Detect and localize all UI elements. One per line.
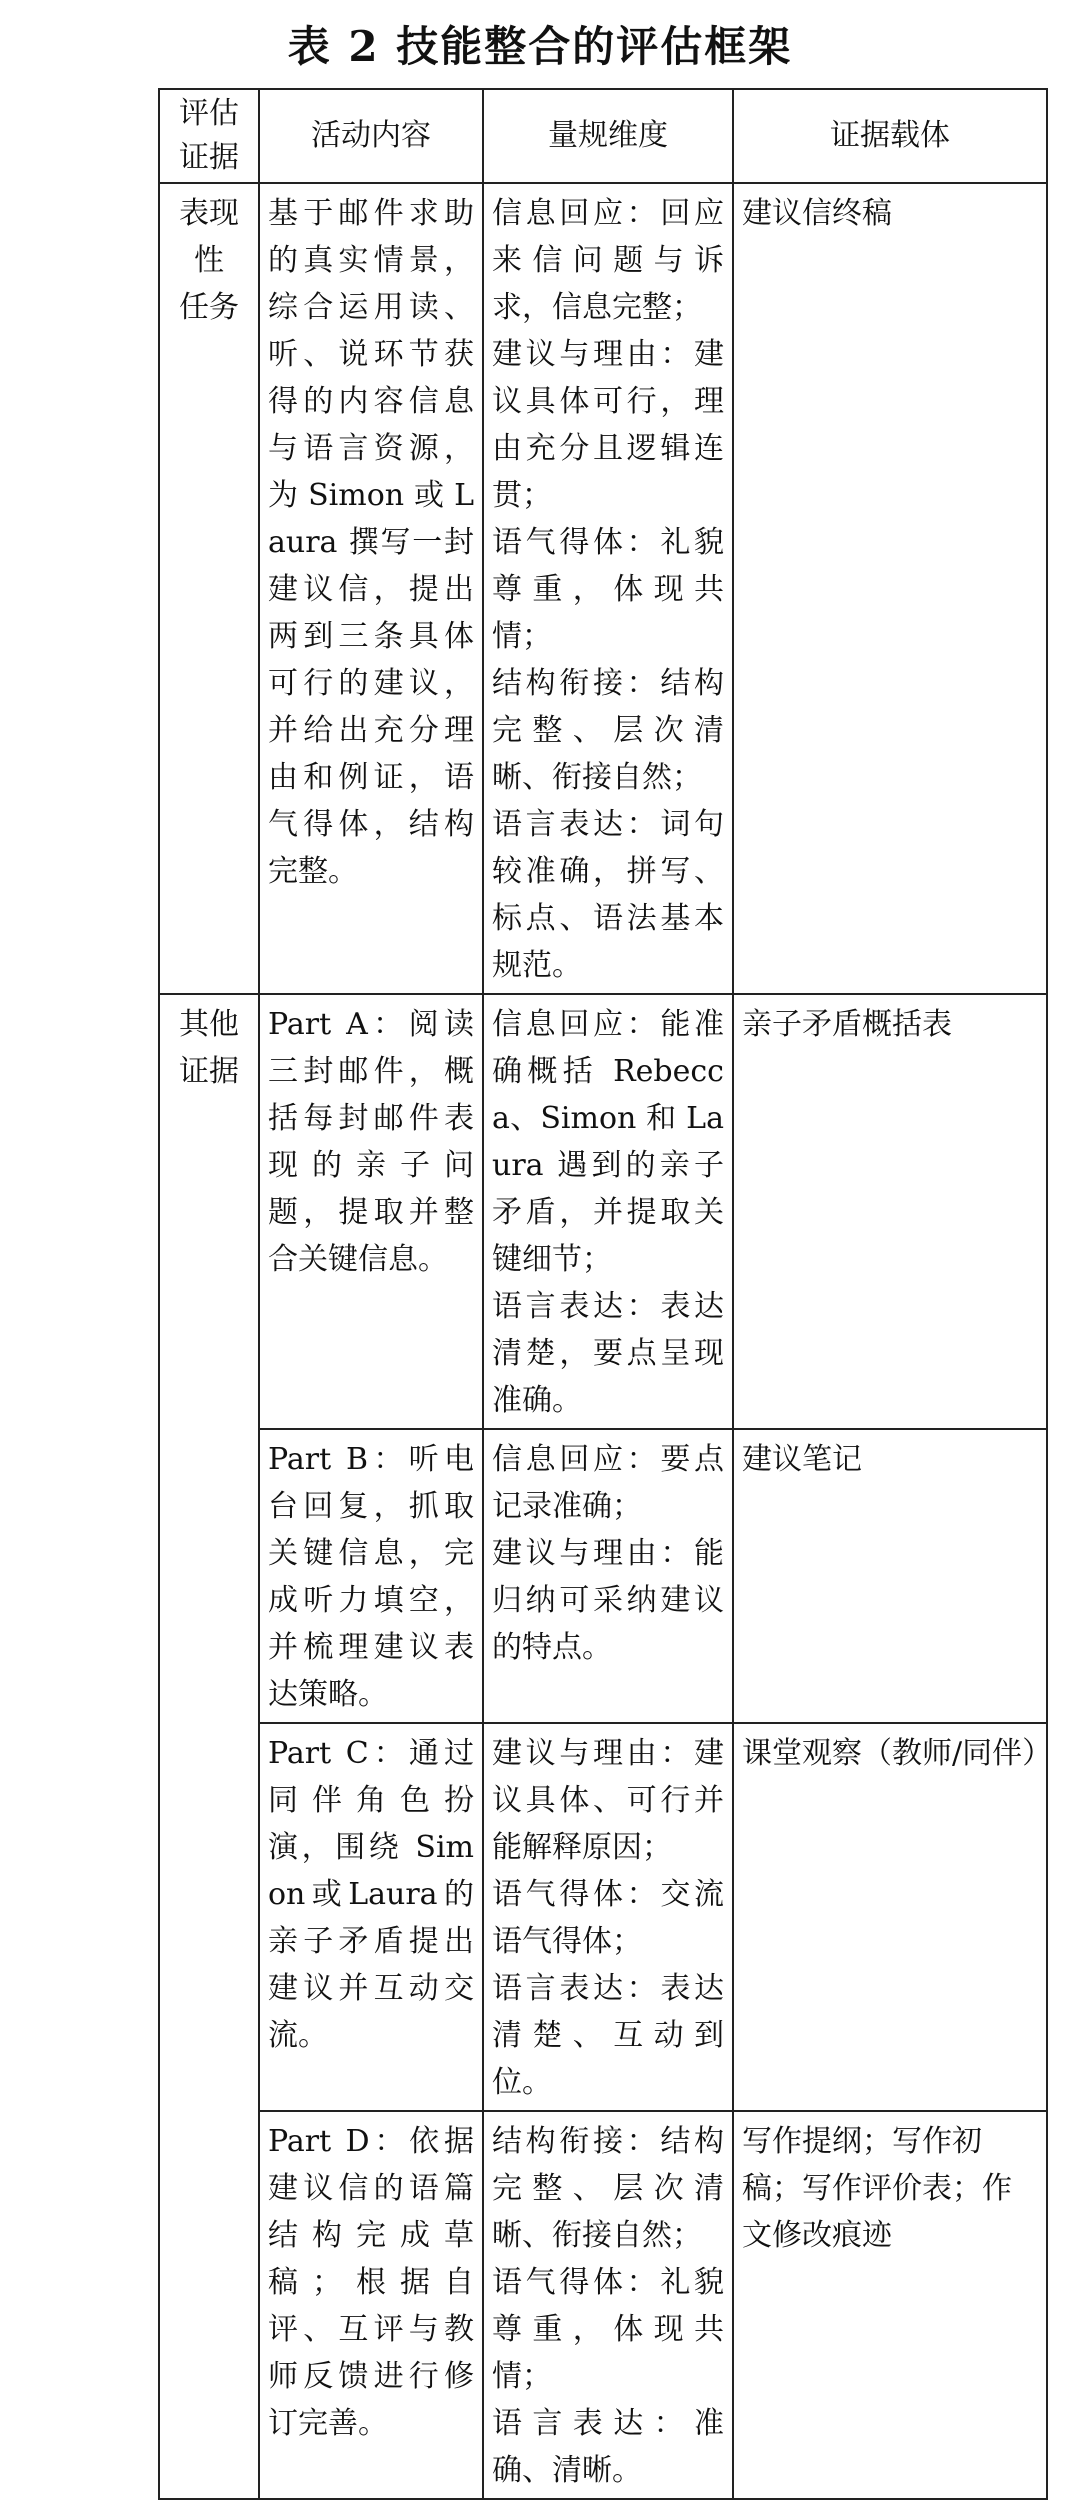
table-row bbox=[159, 2111, 1047, 2499]
header-carrier: 证据载体 bbox=[733, 89, 1047, 183]
rubric-item: 语言表达：准确、清晰。 bbox=[492, 2406, 724, 2488]
rubric-item: 语气得体：礼貌尊重，体现共情； bbox=[492, 525, 724, 654]
rubric-item: 语言表达：表达清楚、互动到位。 bbox=[492, 1971, 724, 2100]
table-row bbox=[159, 1723, 1047, 2111]
activity-cell: Part C：通过同伴角色扮演，围绕 Simon或Laura的亲子矛盾提出建议并互动交流。 bbox=[259, 1723, 483, 2111]
rubric-cell bbox=[483, 1723, 733, 2111]
table-title: 表 2 技能整合的评估框架 bbox=[287, 22, 793, 71]
rubric-cell bbox=[483, 994, 733, 1429]
table-row bbox=[159, 183, 1047, 994]
rubric-item: 信息回应：回应来信问题与诉求，信息完整； bbox=[492, 196, 724, 325]
header-activity: 活动内容 bbox=[259, 89, 483, 183]
rubric-cell bbox=[483, 2111, 733, 2499]
carrier-cell: 课堂观察（教师/同伴） bbox=[733, 1723, 1047, 2111]
group-label-performance-task: 表现性 任务 bbox=[159, 183, 259, 994]
header-evidence: 评估 证据 bbox=[159, 89, 259, 183]
rubric-cell bbox=[483, 1429, 733, 1723]
assessment-framework-table bbox=[158, 88, 1053, 2500]
activity-cell: 基于邮件求助的真实情景，综合运用读、听、说环节获得的内容信息与语言资源，为 Simon 或 Laura 撰写一封建议信，提出两到三条具体可行的建议，并给出充分理由和例证，语气得体，结构完整。 bbox=[259, 183, 483, 994]
activity-cell: Part D：依据建议信的语篇结构完成草稿；根据自评、互评与教师反馈进行修订完善。 bbox=[259, 2111, 483, 2499]
rubric-item: 信息回应：要点记录准确； bbox=[492, 1442, 724, 1524]
rubric-item: 结构衔接：结构完整、层次清晰、衔接自然； bbox=[492, 666, 724, 795]
rubric-item: 信息回应：能准确概括 Rebecca、Simon 和 Laura 遇到的亲子矛盾，并提取关键细节； bbox=[492, 1007, 724, 1277]
carrier-cell: 写作提纲；写作初稿；写作评价表；作文修改痕迹 bbox=[733, 2111, 1047, 2499]
rubric-item: 建议与理由：能归纳可采纳建议的特点。 bbox=[492, 1536, 724, 1665]
rubric-cell bbox=[483, 183, 733, 994]
rubric-item: 建议与理由：建议具体可行，理由充分且逻辑连贯； bbox=[492, 337, 724, 513]
rubric-item: 语言表达：表达清楚，要点呈现准确。 bbox=[492, 1289, 724, 1418]
activity-cell: Part B：听电台回复，抓取关键信息，完成听力填空，并梳理建议表达策略。 bbox=[259, 1429, 483, 1723]
rubric-item: 语气得体：礼貌尊重，体现共情； bbox=[492, 2265, 724, 2394]
carrier-cell: 亲子矛盾概括表 bbox=[733, 994, 1047, 1429]
rubric-item: 结构衔接：结构完整、层次清晰、衔接自然； bbox=[492, 2124, 724, 2253]
table-row bbox=[159, 1429, 1047, 1723]
table-row bbox=[159, 994, 1047, 1429]
rubric-item: 语气得体：交流语气得体； bbox=[492, 1877, 724, 1959]
activity-cell: Part A：阅读三封邮件，概括每封邮件表现的亲子问题，提取并整合关键信息。 bbox=[259, 994, 483, 1429]
table-header-row bbox=[159, 89, 1047, 183]
group-label-other-evidence: 其他 证据 bbox=[159, 994, 259, 2499]
rubric-item: 语言表达：词句较准确，拼写、标点、语法基本规范。 bbox=[492, 807, 724, 983]
rubric-item: 建议与理由：建议具体、可行并能解释原因； bbox=[492, 1736, 724, 1865]
carrier-cell: 建议笔记 bbox=[733, 1429, 1047, 1723]
carrier-cell: 建议信终稿 bbox=[733, 183, 1047, 994]
header-rubric: 量规维度 bbox=[483, 89, 733, 183]
